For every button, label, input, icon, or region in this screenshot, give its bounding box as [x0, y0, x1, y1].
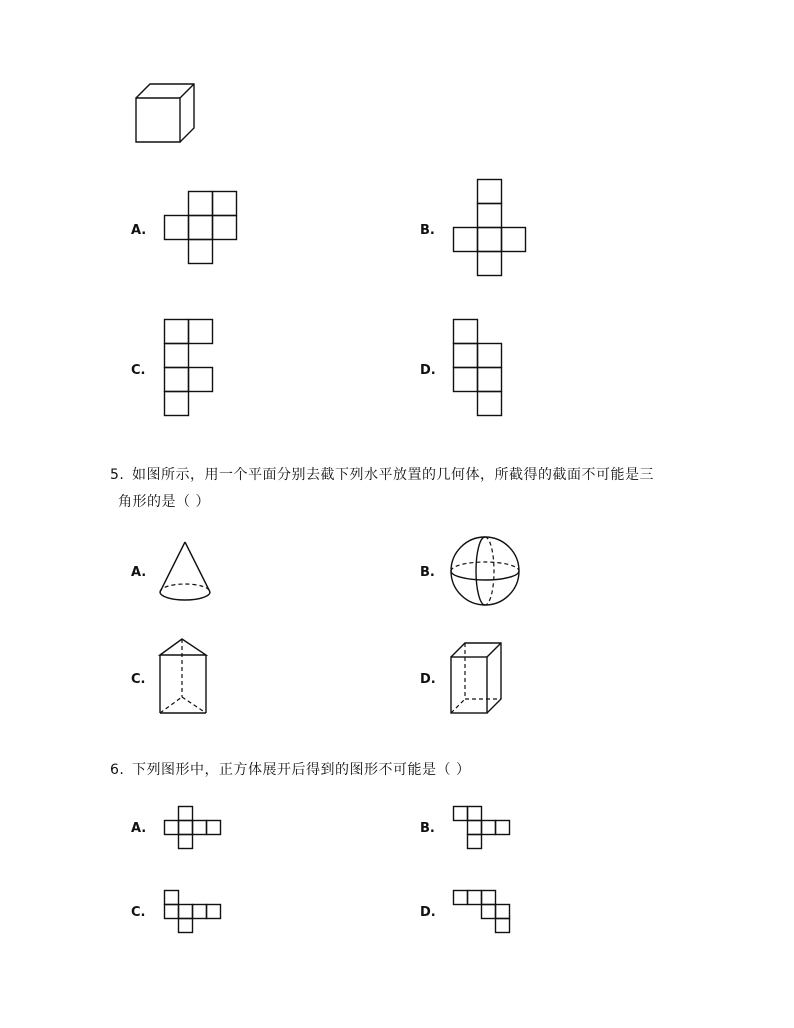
q6-net-b[interactable] [453, 806, 511, 850]
q4-net-d[interactable] [453, 319, 505, 419]
cone-figure[interactable] [158, 540, 214, 604]
q4-option-c-label[interactable]: C. [131, 363, 146, 378]
sphere-figure[interactable] [449, 535, 523, 609]
q5-text-line1: 如图所示，用一个平面分别去截下列水平放置的几何体，所截得的截面不可能是三 [132, 467, 654, 483]
cube-figure [134, 82, 198, 146]
q5-option-c-label[interactable]: C. [131, 672, 146, 687]
q4-net-c[interactable] [164, 319, 216, 419]
q5-option-b-label[interactable]: B. [420, 565, 435, 580]
q6-option-c-label[interactable]: C. [131, 905, 146, 920]
q6-option-a-label[interactable]: A. [131, 821, 147, 836]
q4-net-b[interactable] [453, 179, 529, 279]
q6-net-a[interactable] [164, 806, 222, 850]
q5-text-line2: 角形的是（ ） [118, 494, 210, 510]
q5-number: 5. [110, 467, 125, 483]
q4-option-d-label[interactable]: D. [420, 363, 436, 378]
q6-net-d[interactable] [453, 890, 511, 934]
q6-text: 下列图形中，正方体展开后得到的图形不可能是（ ） [132, 762, 471, 778]
q5-option-a-label[interactable]: A. [131, 565, 147, 580]
q6-option-b-label[interactable]: B. [420, 821, 435, 836]
q4-net-a[interactable] [164, 191, 240, 267]
q6-net-c[interactable] [164, 890, 222, 934]
q4-option-a-label[interactable]: A. [131, 223, 147, 238]
triangular-prism-figure[interactable] [158, 637, 212, 719]
q4-option-b-label[interactable]: B. [420, 223, 435, 238]
q6-option-d-label[interactable]: D. [420, 905, 436, 920]
q6-number: 6. [110, 762, 125, 778]
rectangular-prism-figure[interactable] [449, 641, 505, 717]
q5-option-d-label[interactable]: D. [420, 672, 436, 687]
